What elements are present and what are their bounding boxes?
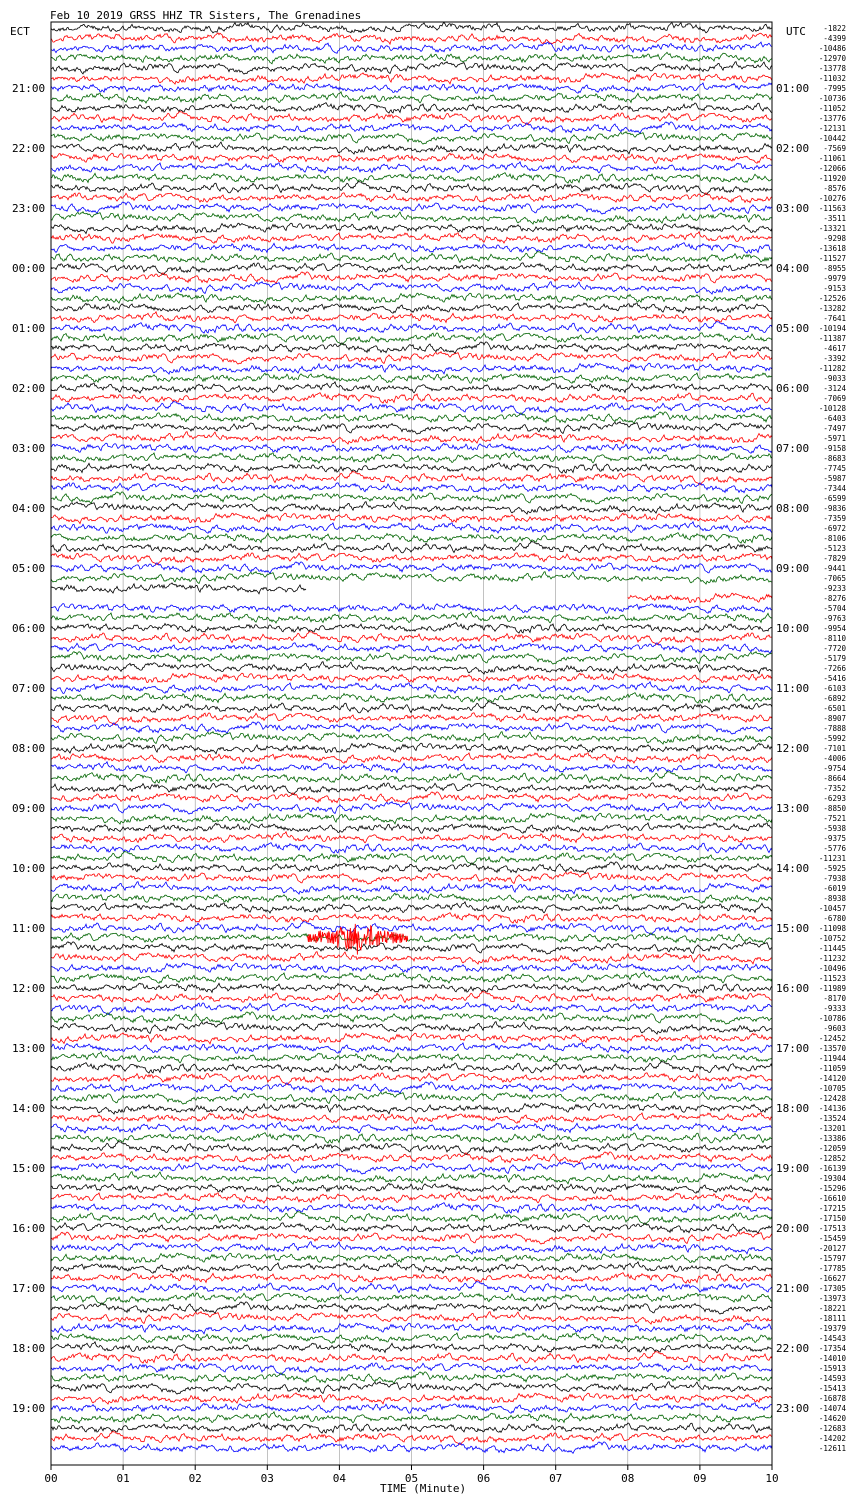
row-offset-label: -8106 xyxy=(823,534,846,543)
left-hour-label: 01:00 xyxy=(12,322,46,335)
row-offset-label: -6103 xyxy=(823,684,846,693)
row-offset-label: -7569 xyxy=(823,144,846,153)
row-offset-label: -10705 xyxy=(818,1084,846,1093)
row-offset-label: -18221 xyxy=(818,1304,846,1313)
row-offset-label: -11061 xyxy=(818,154,846,163)
right-hour-label: 10:00 xyxy=(776,622,810,635)
left-hour-label: 05:00 xyxy=(12,562,46,575)
row-offset-label: -11232 xyxy=(818,954,846,963)
row-offset-label: -19304 xyxy=(818,1174,846,1183)
left-hour-label: 23:00 xyxy=(12,202,46,215)
row-offset-label: -7938 xyxy=(823,874,846,883)
row-offset-label: -16610 xyxy=(818,1194,846,1203)
x-tick-label: 04 xyxy=(332,1472,347,1485)
row-offset-label: -11098 xyxy=(818,924,846,933)
row-offset-label: -16878 xyxy=(818,1394,846,1403)
right-hour-label: 01:00 xyxy=(776,82,810,95)
row-offset-label: -7344 xyxy=(823,484,846,493)
row-offset-label: -8576 xyxy=(823,184,846,193)
row-offset-label: -5925 xyxy=(823,864,846,873)
row-offset-label: -7069 xyxy=(823,394,846,403)
row-offset-label: -10736 xyxy=(818,94,846,103)
row-offset-label: -10486 xyxy=(818,44,846,53)
right-hour-label: 17:00 xyxy=(776,1042,810,1055)
row-offset-label: -16139 xyxy=(818,1164,846,1173)
right-hour-labels xyxy=(776,82,809,1415)
row-offset-label: -14593 xyxy=(818,1374,846,1383)
row-offset-label: -7720 xyxy=(823,644,846,653)
row-offset-label: -14074 xyxy=(818,1404,846,1413)
row-offset-label: -6780 xyxy=(823,914,846,923)
row-offset-label: -14010 xyxy=(818,1354,846,1363)
row-offset-label: -9441 xyxy=(823,564,846,573)
row-offset-label: -8955 xyxy=(823,264,846,273)
row-offset-label: -17513 xyxy=(818,1224,846,1233)
row-offset-label: -17215 xyxy=(818,1204,846,1213)
row-offset-label: -15296 xyxy=(818,1184,846,1193)
row-offset-label: -15413 xyxy=(818,1384,846,1393)
left-hour-label: 06:00 xyxy=(12,622,46,635)
row-offset-label: -10276 xyxy=(818,194,846,203)
row-offset-label: -7745 xyxy=(823,464,846,473)
row-offset-label: -5416 xyxy=(823,674,846,683)
row-offset-label: -9954 xyxy=(823,624,846,633)
row-offset-label: -11445 xyxy=(818,944,846,953)
right-hour-label: 06:00 xyxy=(776,382,810,395)
row-offset-label: -4399 xyxy=(823,34,846,43)
row-offset-label: -11989 xyxy=(818,984,846,993)
left-hour-label: 14:00 xyxy=(12,1102,46,1115)
left-hour-label: 12:00 xyxy=(12,982,46,995)
row-offset-label: -11920 xyxy=(818,174,846,183)
row-offset-label: -14543 xyxy=(818,1334,846,1343)
x-axis-ticks xyxy=(44,1465,778,1485)
row-offset-label: -11059 xyxy=(818,1064,846,1073)
row-offset-label: -10786 xyxy=(818,1014,846,1023)
row-offset-label: -13282 xyxy=(818,304,846,313)
row-offset-label: -12852 xyxy=(818,1154,846,1163)
left-hour-label: 21:00 xyxy=(12,82,46,95)
right-hour-label: 11:00 xyxy=(776,682,810,695)
row-offset-label: -8683 xyxy=(823,454,846,463)
row-offset-label: -3511 xyxy=(823,214,846,223)
right-hour-label: 03:00 xyxy=(776,202,810,215)
row-offset-label: -9754 xyxy=(823,764,846,773)
x-axis-label: TIME (Minute) xyxy=(380,1482,467,1495)
row-offset-label: -11523 xyxy=(818,974,846,983)
row-offset-label: -17305 xyxy=(818,1284,846,1293)
row-offset-label: -10496 xyxy=(818,964,846,973)
row-offset-label: -7352 xyxy=(823,784,846,793)
row-offset-label: -9836 xyxy=(823,504,846,513)
row-offset-label: -5938 xyxy=(823,824,846,833)
x-tick-label: 03 xyxy=(260,1472,274,1485)
left-hour-label: 00:00 xyxy=(12,262,46,275)
row-offset-label: -12428 xyxy=(818,1094,846,1103)
right-hour-label: 16:00 xyxy=(776,982,810,995)
right-hour-label: 22:00 xyxy=(776,1342,810,1355)
row-offset-label: -8664 xyxy=(823,774,846,783)
row-offset-label: -9298 xyxy=(823,234,846,243)
x-tick-label: 07 xyxy=(549,1472,563,1485)
row-offset-label: -10128 xyxy=(818,404,846,413)
row-offset-label: -5971 xyxy=(823,434,846,443)
right-hour-label: 13:00 xyxy=(776,802,810,815)
row-offset-label: -14120 xyxy=(818,1074,846,1083)
left-hour-label: 15:00 xyxy=(12,1162,46,1175)
row-offset-label: -8110 xyxy=(823,634,846,643)
row-offset-label: -12526 xyxy=(818,294,846,303)
row-offset-label: -11387 xyxy=(818,334,846,343)
right-hour-label: 20:00 xyxy=(776,1222,810,1235)
row-offset-label: -9333 xyxy=(823,1004,846,1013)
left-hour-label: 16:00 xyxy=(12,1222,46,1235)
x-tick-label: 00 xyxy=(44,1472,58,1485)
row-offset-label: -12683 xyxy=(818,1424,846,1433)
row-offset-label: -9603 xyxy=(823,1024,846,1033)
row-offset-label: -19379 xyxy=(818,1324,846,1333)
right-hour-label: 08:00 xyxy=(776,502,810,515)
left-hour-label: 18:00 xyxy=(12,1342,46,1355)
row-offset-label: -12066 xyxy=(818,164,846,173)
row-offset-label: -10457 xyxy=(818,904,846,913)
left-timezone-label: ECT xyxy=(10,25,30,38)
row-offset-label: -5776 xyxy=(823,844,846,853)
row-offset-label: -13778 xyxy=(818,64,846,73)
x-tick-label: 05 xyxy=(404,1472,419,1485)
left-hour-label: 10:00 xyxy=(12,862,46,875)
row-offset-label: -14202 xyxy=(818,1434,846,1443)
x-tick-label: 02 xyxy=(188,1472,202,1485)
row-offset-label: -6892 xyxy=(823,694,846,703)
row-offset-label: -5179 xyxy=(823,654,846,663)
row-offset-label: -15913 xyxy=(818,1364,846,1373)
row-offset-label: -11527 xyxy=(818,254,846,263)
right-hour-label: 02:00 xyxy=(776,142,810,155)
x-tick-label: 01 xyxy=(116,1472,130,1485)
row-offset-label: -10752 xyxy=(818,934,846,943)
right-hour-label: 04:00 xyxy=(776,262,810,275)
seismic-trace xyxy=(51,583,306,594)
row-offset-label: -12611 xyxy=(818,1444,846,1453)
row-offset-label: -7829 xyxy=(823,554,846,563)
row-offset-label: -3124 xyxy=(823,384,846,393)
row-offset-label: -15797 xyxy=(818,1254,846,1263)
row-offset-label: -7641 xyxy=(823,314,846,323)
row-offset-label: -15459 xyxy=(818,1234,846,1243)
left-hour-label: 17:00 xyxy=(12,1282,46,1295)
row-offset-label: -6019 xyxy=(823,884,846,893)
row-offset-label: -6403 xyxy=(823,414,846,423)
row-offset-label: -13386 xyxy=(818,1134,846,1143)
right-hour-label: 21:00 xyxy=(776,1282,810,1295)
row-offset-label: -11032 xyxy=(818,74,846,83)
row-offset-label: -17354 xyxy=(818,1344,846,1353)
row-offset-label: -13321 xyxy=(818,224,846,233)
row-offset-label: -11052 xyxy=(818,104,846,113)
row-offset-label: -9153 xyxy=(823,284,846,293)
row-offset-label: -9233 xyxy=(823,584,846,593)
row-offset-label: -4006 xyxy=(823,754,846,763)
row-offset-label: -20127 xyxy=(818,1244,846,1253)
row-offset-label: -13201 xyxy=(818,1124,846,1133)
row-offset-label: -7101 xyxy=(823,744,846,753)
row-offset-label: -13973 xyxy=(818,1294,846,1303)
row-offset-label: -9763 xyxy=(823,614,846,623)
row-offset-label: -11944 xyxy=(818,1054,846,1063)
right-hour-label: 15:00 xyxy=(776,922,810,935)
chart-title: Feb 10 2019 GRSS HHZ TR Sisters, The Grenadines xyxy=(50,9,362,22)
row-offset-label: -7995 xyxy=(823,84,846,93)
x-tick-label: 09 xyxy=(693,1472,707,1485)
row-offset-label: -11563 xyxy=(818,204,846,213)
row-offset-label: -7359 xyxy=(823,514,846,523)
row-offset-label: -18111 xyxy=(818,1314,846,1323)
row-offset-label: -12970 xyxy=(818,54,846,63)
right-hour-label: 09:00 xyxy=(776,562,810,575)
row-offset-label: -7266 xyxy=(823,664,846,673)
right-timezone-label: UTC xyxy=(786,25,806,38)
left-hour-label: 04:00 xyxy=(12,502,46,515)
row-offset-label: -17150 xyxy=(818,1214,846,1223)
row-offset-label: -16627 xyxy=(818,1274,846,1283)
right-hour-label: 14:00 xyxy=(776,862,810,875)
row-offset-label: -5992 xyxy=(823,734,846,743)
row-offset-label: -8276 xyxy=(823,594,846,603)
row-offset-label: -1822 xyxy=(823,24,846,33)
row-offset-label: -14136 xyxy=(818,1104,846,1113)
row-offset-label: -7065 xyxy=(823,574,846,583)
row-offset-label: -9158 xyxy=(823,444,846,453)
row-offset-label: -9979 xyxy=(823,274,846,283)
left-hour-labels xyxy=(12,82,45,1415)
row-offset-label: -7497 xyxy=(823,424,846,433)
row-offset-label: -13524 xyxy=(818,1114,846,1123)
row-offset-label: -13570 xyxy=(818,1044,846,1053)
right-hour-label: 07:00 xyxy=(776,442,810,455)
row-offset-label: -7888 xyxy=(823,724,846,733)
row-offset-label: -3392 xyxy=(823,354,846,363)
left-hour-label: 02:00 xyxy=(12,382,46,395)
row-offset-label: -5123 xyxy=(823,544,846,553)
row-offset-label: -6972 xyxy=(823,524,846,533)
row-offset-label: -11231 xyxy=(818,854,846,863)
row-offset-label: -4617 xyxy=(823,344,846,353)
row-offset-label: -13618 xyxy=(818,244,846,253)
right-hour-label: 05:00 xyxy=(776,322,810,335)
row-offset-label: -6599 xyxy=(823,494,846,503)
row-offset-labels xyxy=(819,24,847,1453)
row-offset-label: -14620 xyxy=(818,1414,846,1423)
right-hour-label: 12:00 xyxy=(776,742,810,755)
row-offset-label: -12059 xyxy=(818,1144,846,1153)
row-offset-label: -8170 xyxy=(823,994,846,1003)
row-offset-label: -8938 xyxy=(823,894,846,903)
x-tick-label: 06 xyxy=(476,1472,491,1485)
right-hour-label: 18:00 xyxy=(776,1102,810,1115)
row-offset-label: -8850 xyxy=(823,804,846,813)
row-offset-label: -7521 xyxy=(823,814,846,823)
left-hour-label: 19:00 xyxy=(12,1402,46,1415)
left-hour-label: 22:00 xyxy=(12,142,46,155)
left-hour-label: 08:00 xyxy=(12,742,46,755)
row-offset-label: -12131 xyxy=(818,124,846,133)
row-offset-label: -10442 xyxy=(818,134,846,143)
left-hour-label: 03:00 xyxy=(12,442,46,455)
row-offset-label: -5704 xyxy=(823,604,846,613)
x-tick-label: 08 xyxy=(621,1472,635,1485)
left-hour-label: 09:00 xyxy=(12,802,46,815)
x-tick-label: 10 xyxy=(765,1472,779,1485)
row-offset-label: -12452 xyxy=(818,1034,846,1043)
row-offset-label: -13776 xyxy=(818,114,846,123)
row-offset-label: -17785 xyxy=(818,1264,846,1273)
left-hour-label: 13:00 xyxy=(12,1042,46,1055)
row-offset-label: -10194 xyxy=(818,324,846,333)
right-hour-label: 23:00 xyxy=(776,1402,810,1415)
row-offset-label: -11282 xyxy=(818,364,846,373)
row-offset-label: -8907 xyxy=(823,714,846,723)
right-hour-label: 19:00 xyxy=(776,1162,810,1175)
row-offset-label: -6501 xyxy=(823,704,846,713)
left-hour-label: 11:00 xyxy=(12,922,46,935)
row-offset-label: -5987 xyxy=(823,474,846,483)
row-offset-label: -9375 xyxy=(823,834,846,843)
row-offset-label: -6293 xyxy=(823,794,846,803)
left-hour-label: 07:00 xyxy=(12,682,46,695)
row-offset-label: -9033 xyxy=(823,374,846,383)
